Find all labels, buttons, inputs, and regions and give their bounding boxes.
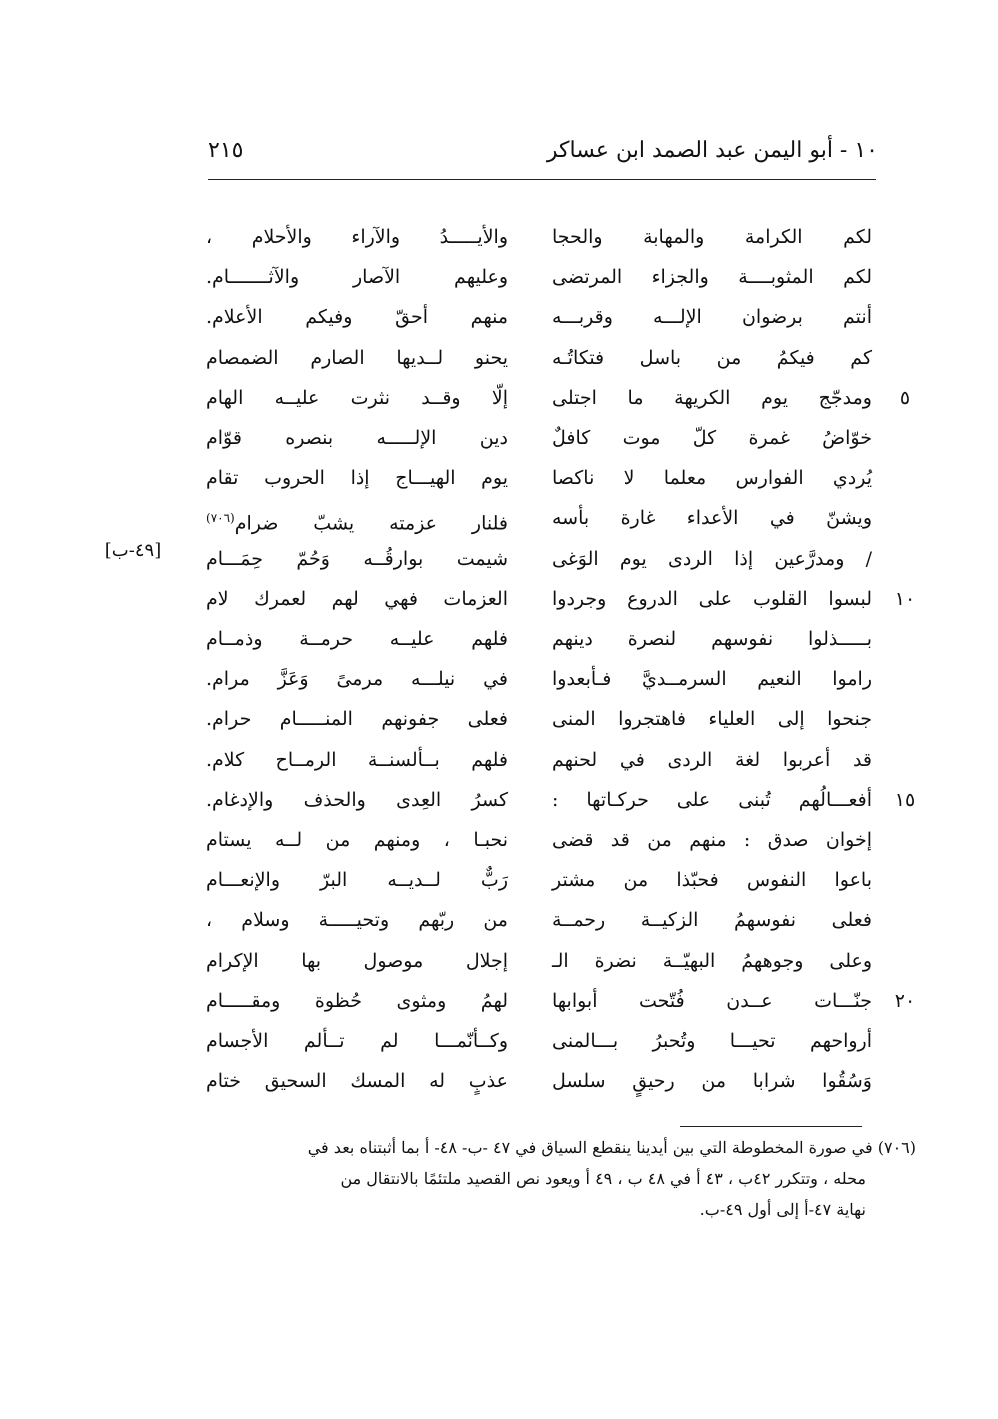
page-header: [208, 138, 878, 174]
verse-second-hemistich: إلّا وقــد نثرت عليــه الهام: [206, 387, 508, 409]
verse-first-hemistich: أفعـــالُهم تُبنى على حركـاتها :: [552, 789, 872, 811]
verse-second-hemistich: دين الإلـــــه بنصره قوّام: [206, 427, 508, 449]
verse-second-hemistich: فلنار عزمته يشبّ ضرام$^{(٧٠٦)}$: [206, 511, 508, 535]
verse-second-hemistich: كسرُ العِدى والحذف والإدغام.: [206, 789, 508, 811]
verse-number: ٥: [899, 387, 911, 409]
chapter-title: ١٠ - أبو اليمن عبد الصمد ابن عساكر: [546, 138, 878, 163]
verse-second-hemistich: يحنو لــدیها الصارم الضمصام: [206, 347, 508, 369]
verse-first-hemistich: أنتم برضوان الإلـــه وقربـــه: [552, 306, 872, 328]
footnote-line: نهاية ٤٧-أ إلى أول ٤٩-ب.: [699, 1200, 866, 1219]
footnote: [190, 1132, 916, 1225]
verse-second-hemistich: شيمت بوارقُــه وَحُمّ حِمَـــام: [206, 548, 508, 570]
verse-second-hemistich: فلهم بــألسنــة الرمــاح كلام.: [206, 749, 508, 771]
verse-first-hemistich: وَسُقُوا شرابا من رحيقٍ سلسل: [552, 1070, 872, 1092]
verse-number: ١٠: [894, 588, 916, 610]
verse-first-hemistich: / ومدرَّعين إذا الردى يوم الوَغى: [552, 548, 872, 570]
verse-first-hemistich: إخوان صدق : منهم من قد قضى: [552, 829, 872, 851]
verse-first-hemistich: ويشنّ في الأعداء غارة بأسه: [552, 507, 872, 529]
footnote-line: محله ، وتتكرر ٤٢ب ، ٤٣ أ في ٤٨ ب ، ٤٩ أ ويعود نص القصيد ملتئمًا بالانتقال من: [340, 1169, 866, 1188]
verse-first-hemistich: راموا النعيم السرمــديَّ فـأبعدوا: [552, 668, 872, 690]
verse-second-hemistich: منهم أحقّ وفيكم الأعلام.: [206, 306, 508, 328]
verse-second-hemistich: وكــأنّمـــا لم تــألم الأجسام: [206, 1030, 508, 1052]
verse-first-hemistich: خوّاضُ غمرة كلّ موت كافلٌ: [552, 427, 872, 449]
verse-first-hemistich: جنّـــات عــدن فُتّحت أبوابها: [552, 990, 872, 1012]
verse-second-hemistich: فعلى جفونهم المنـــــام حرام.: [206, 708, 508, 730]
verse-second-hemistich: إجلال موصول بها الإكرام: [206, 950, 508, 972]
verse-first-hemistich: يُردي الفوارس معلما لا ناكصا: [552, 467, 872, 489]
verse-first-hemistich: أرواحهم تحيـــا وتُحبرُ بـــالمنى: [552, 1030, 872, 1052]
verse-second-hemistich: العزمات فهي لهم لعمرك لام: [206, 588, 508, 610]
verse-second-hemistich: نحبـا ، ومنهم من لــه يستام: [206, 829, 508, 851]
verse-first-hemistich: لكم المثوبــــة والجزاء المرتضى: [552, 266, 872, 288]
footnote-line: (٧٠٦) في صورة المخطوطة التي بين أيدينا ينقطع السياق في ٤٧ -ب- ٤٨- أ بما أثبتناه بعد في: [307, 1138, 916, 1157]
header-rule: [208, 179, 876, 180]
verse-second-hemistich: والأيـــــدُ والآراء والأحلام ،: [206, 226, 508, 248]
verse-second-hemistich: لهمُ ومثوى حُظوة ومقـــــام: [206, 990, 508, 1012]
verse-second-hemistich: في نيلـــه مرمىً وَعَزَّ مرام.: [206, 668, 508, 690]
verse-second-hemistich: فلهم عليــه حرمــة وذمــام: [206, 628, 508, 650]
page-number: ٢١٥: [208, 138, 244, 163]
verse-first-hemistich: وعلى وجوههمُ البهيّــة نضرة الـ: [552, 950, 872, 972]
verse-number: ١٥: [894, 789, 916, 811]
folio-mark: [٤٩-ب]: [104, 540, 162, 561]
verse-first-hemistich: لبسوا القلوب على الدروع وجردوا: [552, 588, 872, 610]
verse-first-hemistich: فعلى نفوسهمُ الزكيــة رحمــة: [552, 909, 872, 931]
verse-first-hemistich: لكم الكرامة والمهابة والحجا: [552, 226, 872, 248]
verse-first-hemistich: بـــــذلوا نفوسهم لنصرة دينهم: [552, 628, 872, 650]
verse-second-hemistich: يوم الهيـــاج إذا الحروب تقام: [206, 467, 508, 489]
verse-first-hemistich: جنحوا إلى العلياء فاهتجروا المنى: [552, 708, 872, 730]
verse-second-hemistich: من ربّهم وتحيـــــة وسلام ،: [206, 909, 508, 931]
verse-number: ٢٠: [894, 990, 916, 1012]
verse-first-hemistich: ومدجّج يوم الكريهة ما اجتلى: [552, 387, 872, 409]
verse-second-hemistich: وعليهم الآصار والآثـــــــام.: [206, 266, 508, 288]
verse-second-hemistich: عذبٍ له المسك السحيق ختام: [206, 1070, 508, 1092]
verse-first-hemistich: باعوا النفوس فحبّذا من مشتر: [552, 869, 872, 891]
footnote-reference[interactable]: (٧٠٦): [206, 511, 235, 525]
footnote-rule: [680, 1126, 862, 1127]
verse-second-hemistich: رَبٌّ لــديــه البرّ والإنعـــام: [206, 869, 508, 891]
verse-first-hemistich: قد أعربوا لغة الردى في لحنهم: [552, 749, 872, 771]
verse-first-hemistich: كم فيكمُ من باسل فتكاتُـه: [552, 347, 872, 369]
